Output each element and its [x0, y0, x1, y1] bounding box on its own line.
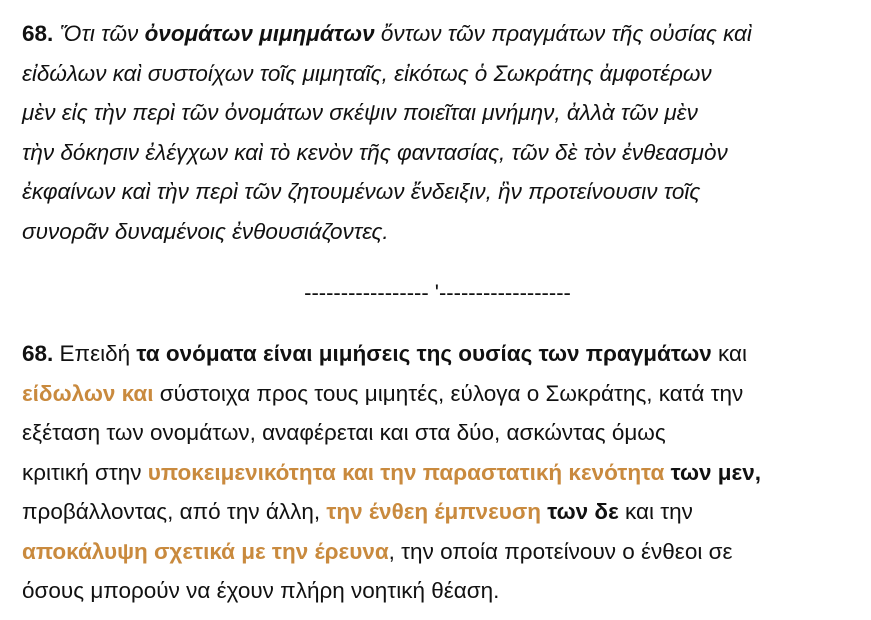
- bold-phrase: τα ονόματα είναι μιμήσεις της ουσίας των πραγμάτων: [136, 341, 712, 366]
- text-line: τὴν δόκησιν ἐλέγχων καὶ τὸ κενὸν τῆς φαντασίας, τῶν δὲ τὸν ἐνθεασμὸν: [22, 139, 728, 165]
- highlight-phrase: υποκειμενικότητα και την παραστατική κενότητα: [147, 459, 665, 485]
- text-line: συνορᾶν δυναμένοις ἐνθουσιάζοντες.: [22, 218, 389, 244]
- text-span: ὄντων τῶν πραγμάτων τῆς οὐσίας καὶ: [374, 21, 752, 46]
- text-line: όσους μπορούν να έχουν πλήρη νοητική θέαση.: [22, 578, 500, 603]
- text-span: προβάλλοντας, από την άλλη,: [22, 499, 327, 524]
- paragraph-number: 68.: [22, 21, 54, 46]
- paragraph-number: 68.: [22, 341, 54, 366]
- text-line: εἰδώλων καὶ συστοίχων τοῖς μιμηταῖς, εἰκότως ὁ Σωκράτης ἀμφοτέρων: [22, 60, 712, 86]
- text-line: εξέταση των ονομάτων, αναφέρεται και στα δύο, ασκώντας όμως: [22, 420, 666, 445]
- text-span: , την οποία προτείνουν ο ένθεοι σε: [388, 538, 733, 564]
- modern-greek-paragraph: [22, 334, 853, 611]
- bold-phrase: των δε: [540, 499, 619, 524]
- text-span: και την: [618, 499, 693, 524]
- bold-phrase: ὀνομάτων μιμημάτων: [144, 21, 375, 46]
- section-divider: ----------------- '------------------: [304, 280, 571, 305]
- highlight-phrase: είδωλων και: [22, 380, 154, 406]
- bold-phrase: των μεν,: [664, 459, 761, 485]
- text-span: και: [711, 341, 748, 366]
- highlight-phrase: αποκάλυψη σχετικά με την έρευνα: [22, 538, 389, 564]
- text-span: σύστοιχα προς τους μιμητές, εύλογα ο Σωκράτης, κατά την: [153, 380, 744, 406]
- text-line: ἐκφαίνων καὶ τὴν περὶ τῶν ζητουμένων ἔνδειξιν, ἣν προτείνουσιν τοῖς: [22, 179, 701, 204]
- text-span: κριτική στην: [22, 459, 148, 485]
- ancient-greek-paragraph: [22, 14, 853, 251]
- highlight-phrase: την ένθεη έμπνευση: [326, 499, 541, 524]
- text-span: Ὅτι τῶν: [59, 21, 145, 46]
- text-span: Επειδή: [53, 341, 137, 366]
- text-line: μὲν εἰς τὴν περὶ τῶν ὀνομάτων σκέψιν ποιεῖται μνήμην, ἀλλὰ τῶν μὲν: [22, 100, 698, 125]
